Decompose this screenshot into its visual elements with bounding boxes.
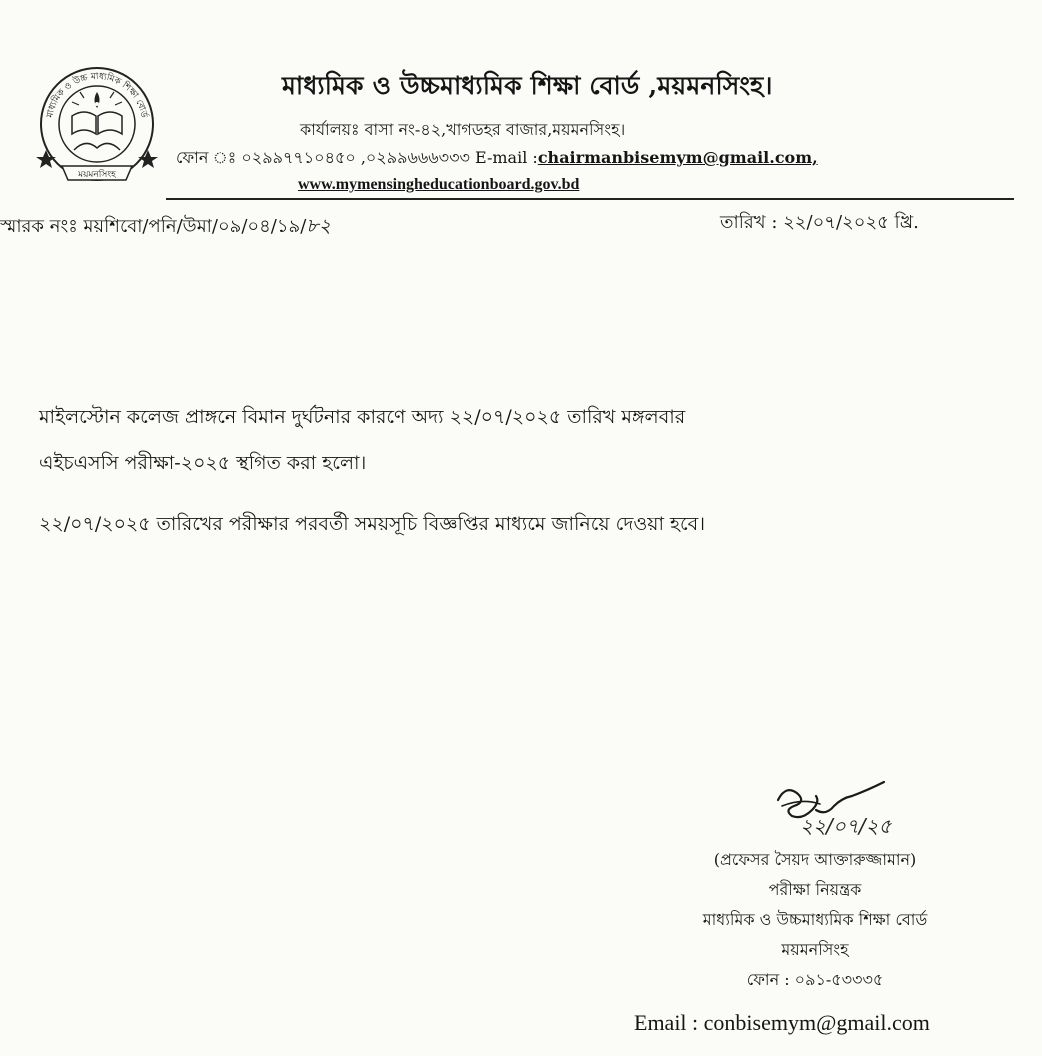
notice-paragraph-2: ২২/০৭/২০২৫ তারিখের পরীক্ষার পরবর্তী সময়সূচি বিজ্ঞপ্তির মাধ্যমে জানিয়ে দেওয়া হবে।	[39, 513, 706, 535]
board-seal-logo	[34, 58, 160, 184]
memo-ref-number: ৮২	[306, 215, 331, 237]
contact-line	[176, 145, 818, 172]
memo-reference	[0, 212, 331, 244]
board-email-link[interactable]: chairmanbisemym@gmail.com,	[537, 148, 818, 167]
signatory-block	[620, 845, 1010, 995]
header-divider	[166, 198, 1014, 200]
board-phone: ফোন ঃ ০২৯৯৭৭১০৪৫০ ,০২৯৯৬৬৬৩৩৩	[176, 148, 470, 167]
seal-city: ময়মনসিংহ	[78, 170, 116, 180]
signatory-organization: মাধ্যমিক ও উচ্চমাধ্যমিক শিক্ষা বোর্ড	[702, 910, 928, 929]
seal-arc-text: মাধ্যমিক ও উচ্চ মাধ্যমিক শিক্ষা বোর্ড	[45, 71, 149, 119]
signatory-designation: পরীক্ষা নিয়ন্ত্রক	[768, 880, 862, 899]
memo-ref-prefix: স্মারক নংঃ ময়শিবো/পনি/উমা/০৯/০৪/১৯/	[0, 216, 307, 237]
email-label: E-mail :	[475, 148, 538, 167]
notice-paragraph-1-line-2: এইচএসসি পরীক্ষা-২০২৫ স্থগিত করা হলো।	[39, 452, 367, 474]
signatory-name: (প্রফেসর সৈয়দ আক্তারুজ্জামান)	[713, 850, 917, 869]
signatory-email[interactable]: Email : conbisemym@gmail.com	[634, 1010, 930, 1035]
signatory-city: ময়মনসিংহ	[781, 940, 849, 959]
office-address: কার্যালয়ঃ বাসা নং-৪২,খাগডহর বাজার,ময়মনসিংহ।	[300, 120, 626, 139]
signatory-phone: ফোন : ০৯১-৫৩৩৩৫	[746, 970, 884, 989]
signature-date: ২২/০৭/২৫	[800, 814, 892, 838]
board-website-link[interactable]: www.mymensingheducationboard.gov.bd	[298, 176, 580, 193]
notice-paragraph-1-line-1: মাইলস্টোন কলেজ প্রাঙ্গনে বিমান দুর্ঘটনার কারণে অদ্য ২২/০৭/২০২৫ তারিখ মঙ্গলবার	[39, 406, 686, 428]
memo-date: তারিখ : ২২/০৭/২০২৫ খ্রি.	[720, 212, 919, 233]
board-title: মাধ্যমিক ও উচ্চমাধ্যমিক শিক্ষা বোর্ড ,ময়মনসিংহ।	[282, 71, 773, 100]
